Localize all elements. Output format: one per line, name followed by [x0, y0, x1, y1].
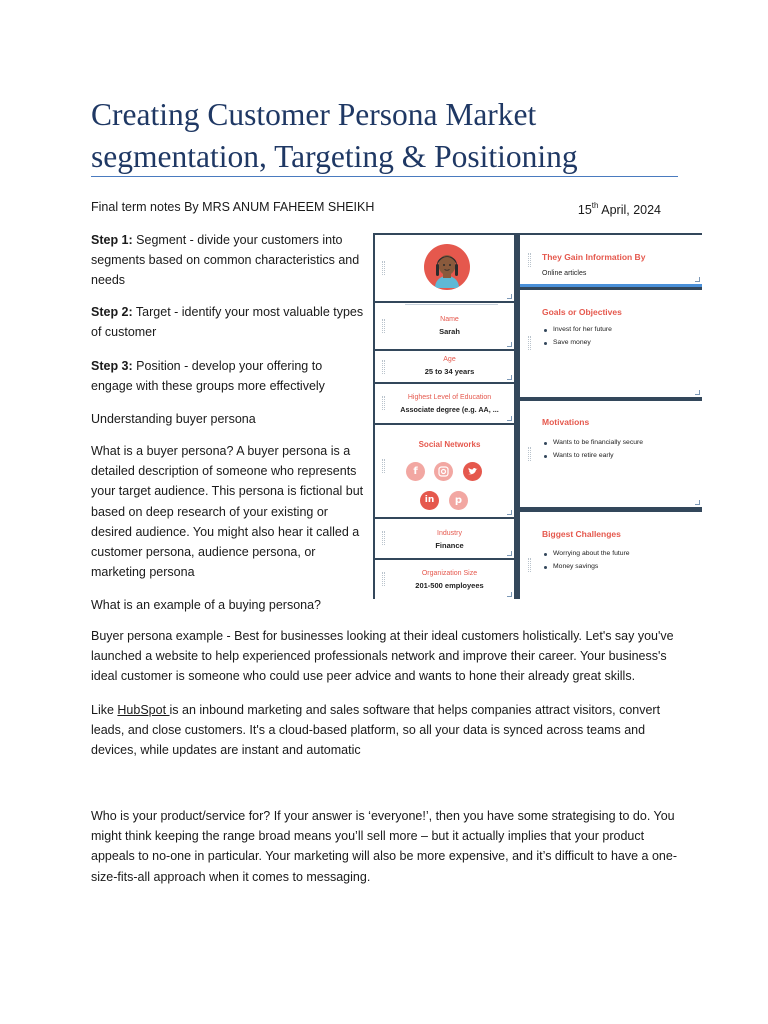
- example-question: What is an example of a buying persona?: [91, 598, 321, 612]
- name-value: Sarah: [439, 327, 460, 336]
- resize-handle[interactable]: [695, 390, 700, 395]
- resize-handle[interactable]: [507, 416, 512, 421]
- step-1-paragraph: [91, 230, 366, 291]
- title-line-1: Creating Customer Persona Market: [91, 97, 537, 132]
- author-note: Final term notes By MRS ANUM FAHEEM SHEIKH: [91, 200, 375, 214]
- persona-details-column: [518, 233, 702, 599]
- facebook-icon[interactable]: f: [406, 462, 425, 481]
- drag-handle[interactable]: [528, 447, 531, 461]
- hubspot-description: is an inbound marketing and sales software that helps companies attract visitors, convert leads, and close customers. It's a cloud-based platform, so all your data is synced across teams and devices, while updates are instant and automatic: [91, 703, 661, 758]
- drag-handle[interactable]: [382, 531, 385, 545]
- education-value: Associate degree (e.g. AA, ...: [400, 405, 499, 414]
- hubspot-paragraph: [91, 700, 681, 761]
- information-source-value: Online articles: [542, 270, 587, 277]
- motivations-heading: Motivations: [542, 417, 590, 427]
- step-1-text: Segment - divide your customers into segments based on common characteristics and needs: [91, 233, 360, 288]
- goals-heading: Goals or Objectives: [542, 307, 622, 317]
- age-label: Age: [443, 356, 456, 363]
- persona-avatar-icon: [424, 244, 470, 290]
- resize-handle[interactable]: [507, 375, 512, 380]
- name-cell: [375, 303, 514, 349]
- hubspot-link[interactable]: HubSpot: [117, 703, 170, 717]
- step-3-text: Position - develop your offering to engage with these groups more effectively: [91, 359, 325, 394]
- step-2-text: Target - identify your most valuable types of customer: [91, 305, 364, 340]
- social-networks-cell: [375, 425, 514, 517]
- organization-size-value: 201-500 employees: [415, 581, 484, 590]
- goal-item: Save money: [544, 337, 612, 350]
- organization-size-cell: [375, 560, 514, 599]
- drag-handle[interactable]: [382, 319, 385, 333]
- education-cell: [375, 384, 514, 423]
- like-prefix: Like: [91, 703, 118, 717]
- example-paragraph: Buyer persona example - Best for businesses looking at their ideal customers holistically. Let's say you've launched a website to help experienced professionals network and improve their career. Your business's ideal customer is someone who could use peer advice and wants to hone their already great skills.: [91, 629, 674, 684]
- resize-handle[interactable]: [507, 592, 512, 597]
- motivations-cell: [520, 401, 702, 507]
- date-day: 15: [577, 203, 592, 218]
- drag-handle[interactable]: [382, 572, 385, 586]
- industry-value: Finance: [435, 541, 464, 550]
- organization-size-label: Organization Size: [421, 570, 478, 577]
- drag-handle[interactable]: [382, 459, 385, 473]
- step-1-label: Step 1:: [91, 233, 133, 247]
- drag-handle[interactable]: [528, 336, 531, 350]
- information-source-cell: [520, 235, 702, 287]
- meta-line: [91, 199, 661, 218]
- resize-handle[interactable]: [695, 500, 700, 505]
- divider: [405, 304, 498, 305]
- motivation-item: Wants to retire early: [544, 450, 643, 463]
- pinterest-icon[interactable]: p: [449, 491, 468, 510]
- persona-card-image: [373, 233, 702, 599]
- drag-handle[interactable]: [382, 360, 385, 374]
- document-date: [578, 199, 661, 218]
- title-line-2: segmentation, Targeting & Positioning: [91, 139, 578, 174]
- resize-handle[interactable]: [695, 277, 700, 282]
- age-value: 25 to 34 years: [424, 367, 475, 376]
- challenges-cell: [520, 512, 702, 599]
- step-3-label: Step 3:: [91, 359, 133, 373]
- social-networks-label: Social Networks: [418, 440, 481, 449]
- challenges-heading: Biggest Challenges: [542, 529, 621, 539]
- date-month-year: April, 2024: [598, 203, 661, 218]
- goal-item: Invest for her future: [544, 324, 612, 337]
- title-underline: [91, 176, 678, 177]
- drag-handle[interactable]: [528, 253, 531, 267]
- drag-handle[interactable]: [382, 396, 385, 410]
- resize-handle[interactable]: [507, 294, 512, 299]
- resize-handle[interactable]: [507, 510, 512, 515]
- who-is-paragraph: Who is your product/service for? If your answer is ‘everyone!’, then you have some strategising to do. You might think keeping the range broad means you’ll sell more – but it actually implies that your product appeals to no-one in particular. Your marketing will also be more expensive, and it’s difficult to have a one-size-fits-all approach when it comes to messaging.: [91, 809, 677, 884]
- information-source-heading: They Gain Information By: [542, 252, 646, 262]
- avatar-cell: [375, 235, 514, 301]
- challenge-item: Worrying about the future: [544, 548, 630, 561]
- resize-handle[interactable]: [507, 551, 512, 556]
- linkedin-icon[interactable]: in: [420, 491, 439, 510]
- persona-profile-column: [373, 233, 516, 599]
- understanding-heading: Understanding buyer persona: [91, 412, 256, 426]
- drag-handle[interactable]: [528, 558, 531, 572]
- avatar: [424, 244, 470, 290]
- step-2-label: Step 2:: [91, 305, 133, 319]
- buyer-persona-definition: What is a buyer persona? A buyer persona is a detailed description of someone who represents your target audience. This persona is fictional but based on deep research of your existing or desired audience. You might also hear it called a customer persona, audience persona, or marketing persona: [91, 444, 364, 580]
- twitter-icon[interactable]: [463, 462, 482, 481]
- drag-handle[interactable]: [382, 261, 385, 275]
- education-label: Highest Level of Education: [407, 394, 492, 401]
- step-2-paragraph: [91, 302, 366, 342]
- name-label: Name: [440, 316, 459, 323]
- industry-label: Industry: [437, 530, 462, 537]
- instagram-icon[interactable]: [434, 462, 453, 481]
- industry-cell: [375, 519, 514, 558]
- goals-list: [544, 324, 612, 349]
- goals-cell: [520, 290, 702, 397]
- challenges-list: [544, 548, 630, 573]
- age-cell: [375, 351, 514, 382]
- document-title: [91, 94, 691, 178]
- challenge-item: Money savings: [544, 561, 630, 574]
- motivations-list: [544, 437, 643, 462]
- step-3-paragraph: [91, 356, 366, 396]
- date-suffix: th: [591, 201, 599, 210]
- motivation-item: Wants to be financially secure: [544, 437, 643, 450]
- resize-handle[interactable]: [507, 342, 512, 347]
